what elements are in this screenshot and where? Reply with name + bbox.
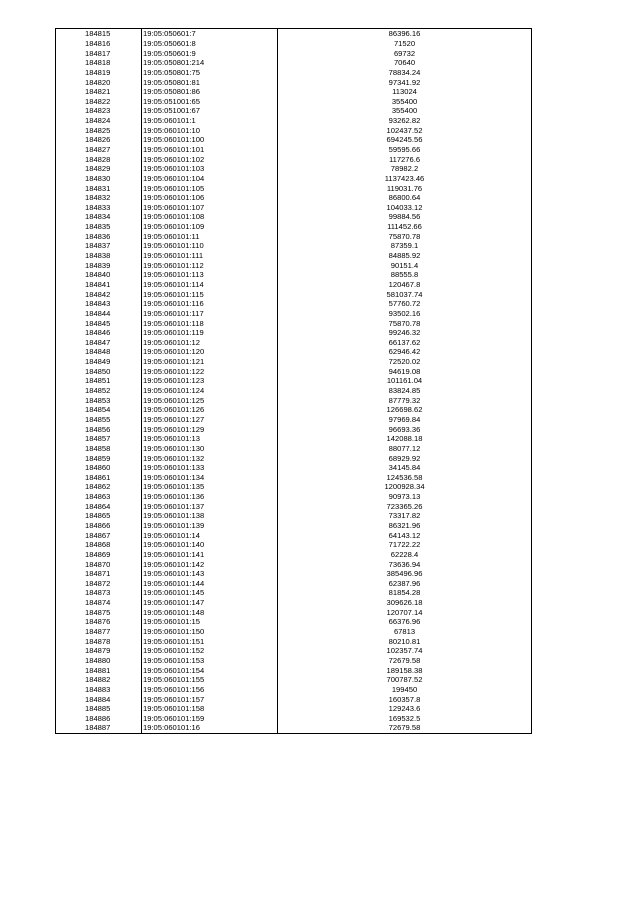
cadastral-number-cell: 19:05:050801:81 [142,77,278,87]
cadastral-number-cell: 19:05:060101:140 [142,540,278,550]
row-id-cell: 184860 [56,463,142,473]
row-id-cell: 184871 [56,569,142,579]
table-row [56,511,532,521]
value-cell: 88077.12 [278,444,532,454]
value-cell: 1200928.34 [278,482,532,492]
row-id-cell: 184833 [56,203,142,213]
row-id-cell: 184853 [56,395,142,405]
row-id-cell: 184844 [56,309,142,319]
value-cell: 62946.42 [278,347,532,357]
cadastral-number-cell: 19:05:060101:158 [142,704,278,714]
value-cell: 84885.92 [278,251,532,261]
table-row [56,569,532,579]
row-id-cell: 184886 [56,713,142,723]
table-row [56,424,532,434]
value-cell: 70640 [278,58,532,68]
table-row [56,48,532,58]
row-id-cell: 184863 [56,492,142,502]
table-row [56,338,532,348]
table-row [56,164,532,174]
table-row [56,77,532,87]
cadastral-number-cell: 19:05:060101:153 [142,656,278,666]
row-id-cell: 184877 [56,627,142,637]
cadastral-number-cell: 19:05:060101:156 [142,685,278,695]
cadastral-number-cell: 19:05:050601:7 [142,29,278,39]
table-row [56,222,532,232]
table-row [56,472,532,482]
table-row [56,280,532,290]
cadastral-number-cell: 19:05:060101:120 [142,347,278,357]
table-row [56,125,532,135]
table-row [56,646,532,656]
table-row [56,685,532,695]
value-cell: 87779.32 [278,395,532,405]
cadastral-number-cell: 19:05:060101:121 [142,357,278,367]
cadastral-number-cell: 19:05:060101:123 [142,376,278,386]
value-cell: 723365.26 [278,501,532,511]
cadastral-number-cell: 19:05:060101:100 [142,135,278,145]
row-id-cell: 184819 [56,68,142,78]
cadastral-number-cell: 19:05:060101:107 [142,203,278,213]
value-cell: 88555.8 [278,270,532,280]
row-id-cell: 184827 [56,145,142,155]
cadastral-number-cell: 19:05:060101:111 [142,251,278,261]
table-row [56,328,532,338]
table-row [56,347,532,357]
value-cell: 99246.32 [278,328,532,338]
cadastral-number-cell: 19:05:060101:114 [142,280,278,290]
row-id-cell: 184874 [56,598,142,608]
value-cell: 385496.96 [278,569,532,579]
cadastral-number-cell: 19:05:060101:102 [142,154,278,164]
table-row [56,607,532,617]
row-id-cell: 184815 [56,29,142,39]
cadastral-number-cell: 19:05:060101:159 [142,713,278,723]
cadastral-number-cell: 19:05:060101:122 [142,366,278,376]
value-cell: 59595.66 [278,145,532,155]
value-cell: 96693.36 [278,424,532,434]
value-cell: 99884.56 [278,212,532,222]
table-row [56,318,532,328]
cadastral-number-cell: 19:05:051001:65 [142,96,278,106]
cadastral-number-cell: 19:05:060101:133 [142,463,278,473]
value-cell: 66376.96 [278,617,532,627]
table-row [56,154,532,164]
row-id-cell: 184855 [56,415,142,425]
cadastral-number-cell: 19:05:060101:126 [142,405,278,415]
cadastral-number-cell: 19:05:060101:115 [142,289,278,299]
cadastral-number-cell: 19:05:060101:154 [142,665,278,675]
cadastral-number-cell: 19:05:060101:136 [142,492,278,502]
value-cell: 160357.8 [278,694,532,704]
table-row [56,453,532,463]
table-row [56,415,532,425]
table-row [56,376,532,386]
row-id-cell: 184845 [56,318,142,328]
value-cell: 81854.28 [278,588,532,598]
table-row [56,530,532,540]
table-row [56,444,532,454]
row-id-cell: 184831 [56,183,142,193]
row-id-cell: 184843 [56,299,142,309]
table-row [56,68,532,78]
table-row [56,260,532,270]
table-row [56,212,532,222]
value-cell: 72679.58 [278,656,532,666]
value-cell: 78982.2 [278,164,532,174]
table-row [56,270,532,280]
cadastral-number-cell: 19:05:060101:142 [142,559,278,569]
row-id-cell: 184887 [56,723,142,733]
table-row [56,540,532,550]
table-row [56,617,532,627]
value-cell: 71722.22 [278,540,532,550]
value-cell: 111452.66 [278,222,532,232]
table-row [56,713,532,723]
cadastral-number-cell: 19:05:060101:118 [142,318,278,328]
value-cell: 73636.94 [278,559,532,569]
value-cell: 581037.74 [278,289,532,299]
table-row [56,183,532,193]
row-id-cell: 184821 [56,87,142,97]
value-cell: 86800.64 [278,193,532,203]
row-id-cell: 184859 [56,453,142,463]
row-id-cell: 184876 [56,617,142,627]
cadastral-number-cell: 19:05:060101:113 [142,270,278,280]
value-cell: 87359.1 [278,241,532,251]
row-id-cell: 184850 [56,366,142,376]
value-cell: 126698.62 [278,405,532,415]
cadastral-number-cell: 19:05:060101:143 [142,569,278,579]
row-id-cell: 184830 [56,174,142,184]
row-id-cell: 184875 [56,607,142,617]
table-row [56,579,532,589]
row-id-cell: 184846 [56,328,142,338]
table-row [56,357,532,367]
row-id-cell: 184849 [56,357,142,367]
cadastral-number-cell: 19:05:060101:10 [142,125,278,135]
table-row [56,405,532,415]
value-cell: 73317.82 [278,511,532,521]
table-row [56,588,532,598]
row-id-cell: 184864 [56,501,142,511]
cadastral-number-cell: 19:05:060101:137 [142,501,278,511]
row-id-cell: 184842 [56,289,142,299]
row-id-cell: 184829 [56,164,142,174]
table-row [56,116,532,126]
cadastral-number-cell: 19:05:060101:15 [142,617,278,627]
table-row [56,521,532,531]
cadastral-number-cell: 19:05:060101:124 [142,386,278,396]
table-row [56,135,532,145]
table-row [56,656,532,666]
value-cell: 117276.6 [278,154,532,164]
row-id-cell: 184861 [56,472,142,482]
row-id-cell: 184854 [56,405,142,415]
table-row [56,29,532,39]
row-id-cell: 184824 [56,116,142,126]
cadastral-number-cell: 19:05:060101:106 [142,193,278,203]
row-id-cell: 184883 [56,685,142,695]
cadastral-number-cell: 19:05:060101:147 [142,598,278,608]
cadastral-number-cell: 19:05:060101:117 [142,309,278,319]
table-row [56,675,532,685]
row-id-cell: 184828 [56,154,142,164]
value-cell: 102357.74 [278,646,532,656]
row-id-cell: 184852 [56,386,142,396]
cadastral-number-cell: 19:05:060101:12 [142,338,278,348]
row-id-cell: 184820 [56,77,142,87]
value-cell: 97341.92 [278,77,532,87]
row-id-cell: 184847 [56,338,142,348]
table-row [56,289,532,299]
value-cell: 94619.08 [278,366,532,376]
value-cell: 169532.5 [278,713,532,723]
value-cell: 199450 [278,685,532,695]
table-row [56,193,532,203]
value-cell: 71520 [278,39,532,49]
cadastral-number-cell: 19:05:060101:108 [142,212,278,222]
row-id-cell: 184837 [56,241,142,251]
value-cell: 119031.76 [278,183,532,193]
value-cell: 75870.78 [278,318,532,328]
table-row [56,106,532,116]
cadastral-number-cell: 19:05:060101:119 [142,328,278,338]
value-cell: 694245.56 [278,135,532,145]
value-cell: 67813 [278,627,532,637]
value-cell: 57760.72 [278,299,532,309]
cadastral-number-cell: 19:05:060101:110 [142,241,278,251]
table-body [56,29,532,734]
row-id-cell: 184841 [56,280,142,290]
row-id-cell: 184868 [56,540,142,550]
table-row [56,96,532,106]
row-id-cell: 184867 [56,530,142,540]
cadastral-number-cell: 19:05:060101:151 [142,636,278,646]
cadastral-number-cell: 19:05:060101:157 [142,694,278,704]
cadastral-number-cell: 19:05:060101:103 [142,164,278,174]
value-cell: 142088.18 [278,434,532,444]
value-cell: 104033.12 [278,203,532,213]
row-id-cell: 184869 [56,550,142,560]
row-id-cell: 184885 [56,704,142,714]
value-cell: 129243.6 [278,704,532,714]
cadastral-number-cell: 19:05:060101:148 [142,607,278,617]
table-row [56,694,532,704]
table-row [56,309,532,319]
row-id-cell: 184873 [56,588,142,598]
row-id-cell: 184834 [56,212,142,222]
row-id-cell: 184879 [56,646,142,656]
row-id-cell: 184832 [56,193,142,203]
table-row [56,559,532,569]
cadastral-number-cell: 19:05:060101:155 [142,675,278,685]
table-row [56,203,532,213]
table-row [56,627,532,637]
table-row [56,366,532,376]
cadastral-number-cell: 19:05:060101:16 [142,723,278,733]
row-id-cell: 184836 [56,231,142,241]
row-id-cell: 184858 [56,444,142,454]
value-cell: 69732 [278,48,532,58]
row-id-cell: 184881 [56,665,142,675]
table-row [56,174,532,184]
row-id-cell: 184840 [56,270,142,280]
table-row [56,723,532,733]
cadastral-number-cell: 19:05:060101:129 [142,424,278,434]
cadastral-number-cell: 19:05:051001:67 [142,106,278,116]
table-row [56,87,532,97]
value-cell: 309626.18 [278,598,532,608]
table-row [56,636,532,646]
table-row [56,463,532,473]
cadastral-number-cell: 19:05:060101:14 [142,530,278,540]
cadastral-number-cell: 19:05:060101:144 [142,579,278,589]
table-row [56,251,532,261]
row-id-cell: 184818 [56,58,142,68]
value-cell: 189158.38 [278,665,532,675]
row-id-cell: 184856 [56,424,142,434]
table-row [56,386,532,396]
value-cell: 355400 [278,96,532,106]
cadastral-number-cell: 19:05:060101:127 [142,415,278,425]
spreadsheet-page [55,28,531,734]
value-cell: 102437.52 [278,125,532,135]
value-cell: 72520.02 [278,357,532,367]
table-row [56,492,532,502]
row-id-cell: 184826 [56,135,142,145]
value-cell: 113024 [278,87,532,97]
row-id-cell: 184880 [56,656,142,666]
cadastral-number-cell: 19:05:060101:104 [142,174,278,184]
row-id-cell: 184825 [56,125,142,135]
cadastral-number-cell: 19:05:060101:141 [142,550,278,560]
row-id-cell: 184882 [56,675,142,685]
value-cell: 97969.84 [278,415,532,425]
cadastral-number-cell: 19:05:060101:132 [142,453,278,463]
table-row [56,665,532,675]
table-row [56,231,532,241]
table-row [56,550,532,560]
value-cell: 68929.92 [278,453,532,463]
row-id-cell: 184884 [56,694,142,704]
cadastral-number-cell: 19:05:050601:8 [142,39,278,49]
cadastral-number-cell: 19:05:060101:152 [142,646,278,656]
value-cell: 355400 [278,106,532,116]
row-id-cell: 184823 [56,106,142,116]
cadastral-number-cell: 19:05:060101:116 [142,299,278,309]
row-id-cell: 184872 [56,579,142,589]
cadastral-number-cell: 19:05:050601:9 [142,48,278,58]
row-id-cell: 184857 [56,434,142,444]
cadastral-number-cell: 19:05:060101:101 [142,145,278,155]
row-id-cell: 184865 [56,511,142,521]
row-id-cell: 184838 [56,251,142,261]
value-cell: 66137.62 [278,338,532,348]
value-cell: 1137423.46 [278,174,532,184]
cadastral-number-cell: 19:05:060101:135 [142,482,278,492]
cadastral-number-cell: 19:05:060101:112 [142,260,278,270]
row-id-cell: 184862 [56,482,142,492]
value-cell: 62387.96 [278,579,532,589]
cadastral-number-cell: 19:05:060101:109 [142,222,278,232]
table-row [56,434,532,444]
row-id-cell: 184848 [56,347,142,357]
table-row [56,704,532,714]
table-row [56,482,532,492]
cadastral-number-cell: 19:05:060101:145 [142,588,278,598]
cadastral-number-cell: 19:05:060101:130 [142,444,278,454]
data-table [55,28,532,734]
value-cell: 62228.4 [278,550,532,560]
value-cell: 86321.96 [278,521,532,531]
value-cell: 120707.14 [278,607,532,617]
cadastral-number-cell: 19:05:060101:134 [142,472,278,482]
value-cell: 78834.24 [278,68,532,78]
table-row [56,598,532,608]
value-cell: 90973.13 [278,492,532,502]
value-cell: 93262.82 [278,116,532,126]
value-cell: 34145.84 [278,463,532,473]
cadastral-number-cell: 19:05:060101:138 [142,511,278,521]
table-row [56,58,532,68]
row-id-cell: 184822 [56,96,142,106]
table-row [56,241,532,251]
value-cell: 64143.12 [278,530,532,540]
cadastral-number-cell: 19:05:060101:105 [142,183,278,193]
row-id-cell: 184839 [56,260,142,270]
value-cell: 72679.58 [278,723,532,733]
value-cell: 80210.81 [278,636,532,646]
cadastral-number-cell: 19:05:060101:125 [142,395,278,405]
value-cell: 75870.78 [278,231,532,241]
row-id-cell: 184816 [56,39,142,49]
row-id-cell: 184878 [56,636,142,646]
row-id-cell: 184817 [56,48,142,58]
cadastral-number-cell: 19:05:050801:75 [142,68,278,78]
value-cell: 93502.16 [278,309,532,319]
cadastral-number-cell: 19:05:050801:214 [142,58,278,68]
table-row [56,501,532,511]
cadastral-number-cell: 19:05:060101:1 [142,116,278,126]
row-id-cell: 184835 [56,222,142,232]
cadastral-number-cell: 19:05:060101:13 [142,434,278,444]
row-id-cell: 184866 [56,521,142,531]
value-cell: 90151.4 [278,260,532,270]
table-row [56,39,532,49]
value-cell: 86396.16 [278,29,532,39]
cadastral-number-cell: 19:05:060101:150 [142,627,278,637]
value-cell: 83824.85 [278,386,532,396]
row-id-cell: 184851 [56,376,142,386]
table-row [56,145,532,155]
value-cell: 124536.58 [278,472,532,482]
table-row [56,395,532,405]
value-cell: 101161.04 [278,376,532,386]
cadastral-number-cell: 19:05:060101:11 [142,231,278,241]
cadastral-number-cell: 19:05:060101:139 [142,521,278,531]
table-row [56,299,532,309]
cadastral-number-cell: 19:05:050801:86 [142,87,278,97]
row-id-cell: 184870 [56,559,142,569]
value-cell: 120467.8 [278,280,532,290]
value-cell: 700787.52 [278,675,532,685]
